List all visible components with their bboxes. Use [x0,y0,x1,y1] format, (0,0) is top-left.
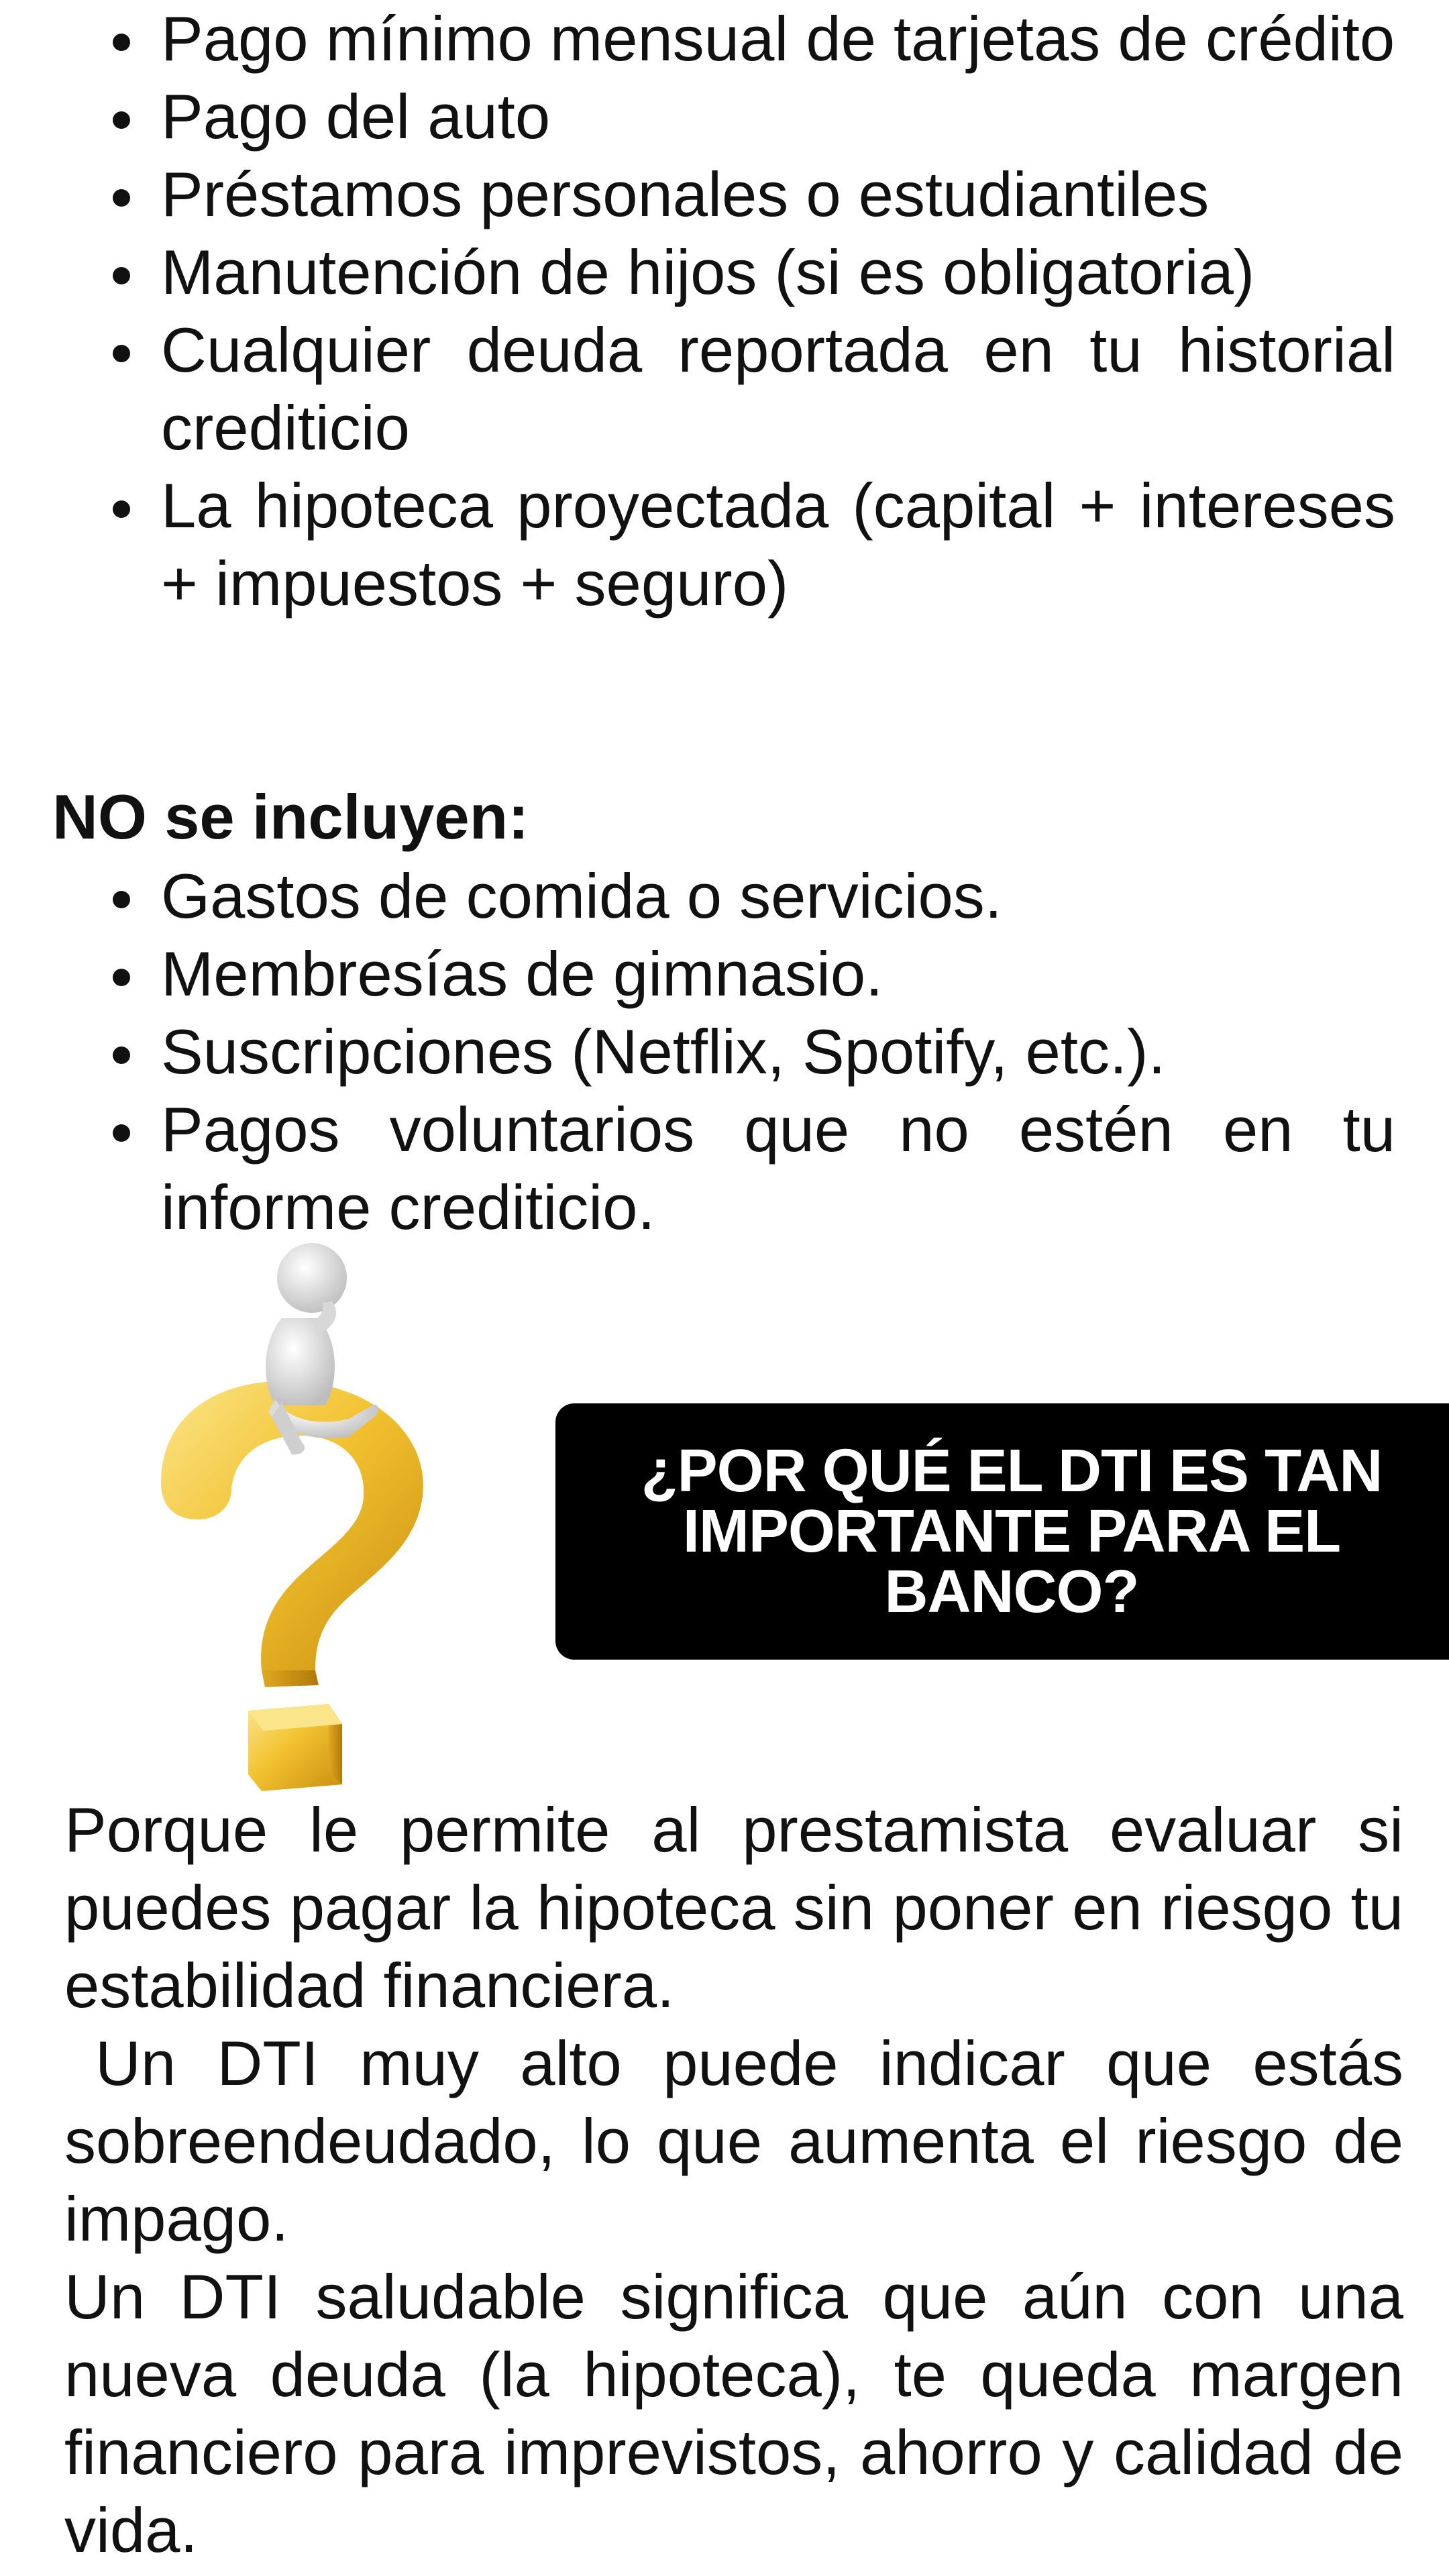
explanation-text [64,1791,1403,2569]
list-item: Pago mínimo mensual de tarjetas de crédito [107,0,1395,78]
list-item: La hipoteca proyectada (capital + intereses + impuestos + seguro) [107,467,1395,623]
paragraph: Un DTI saludable significa que aún con una nueva deuda (la hipoteca), te queda margen financiero para imprevistos, ahorro y calidad de vida. [64,2261,1403,2565]
callout-title: ¿POR QUÉ EL DTI ES TAN IMPORTANTE PARA EL BANCO? [641,1438,1383,1625]
list-item: Gastos de comida o servicios. [107,857,1395,935]
excluded-heading: NO se incluyen: [52,782,529,852]
list-item: Préstamos personales o estudiantiles [107,156,1395,233]
list-item: Cualquier deuda reportada en tu historial crediticio [107,311,1395,467]
why-dti-callout [555,1403,1449,1660]
list-item: Pago del auto [107,78,1395,156]
included-debts-list [107,0,1395,623]
thinking-person-on-question-mark-icon [148,1241,463,1791]
list-item: Membresías de gimnasio. [107,935,1395,1013]
list-item: Pagos voluntarios que no estén en tu informe crediticio. [107,1091,1395,1246]
list-item: Suscripciones (Netflix, Spotify, etc.). [107,1013,1395,1091]
paragraph: Un DTI muy alto puede indicar que estás sobreendeudado, lo que aumenta el riesgo de impago. [64,2028,1403,2254]
excluded-items-list [107,857,1395,1246]
paragraph: Porque le permite al prestamista evaluar si puedes pagar la hipoteca sin poner en riesgo tu estabilidad financiera. [64,1794,1403,2021]
list-item: Manutención de hijos (si es obligatoria) [107,233,1395,311]
